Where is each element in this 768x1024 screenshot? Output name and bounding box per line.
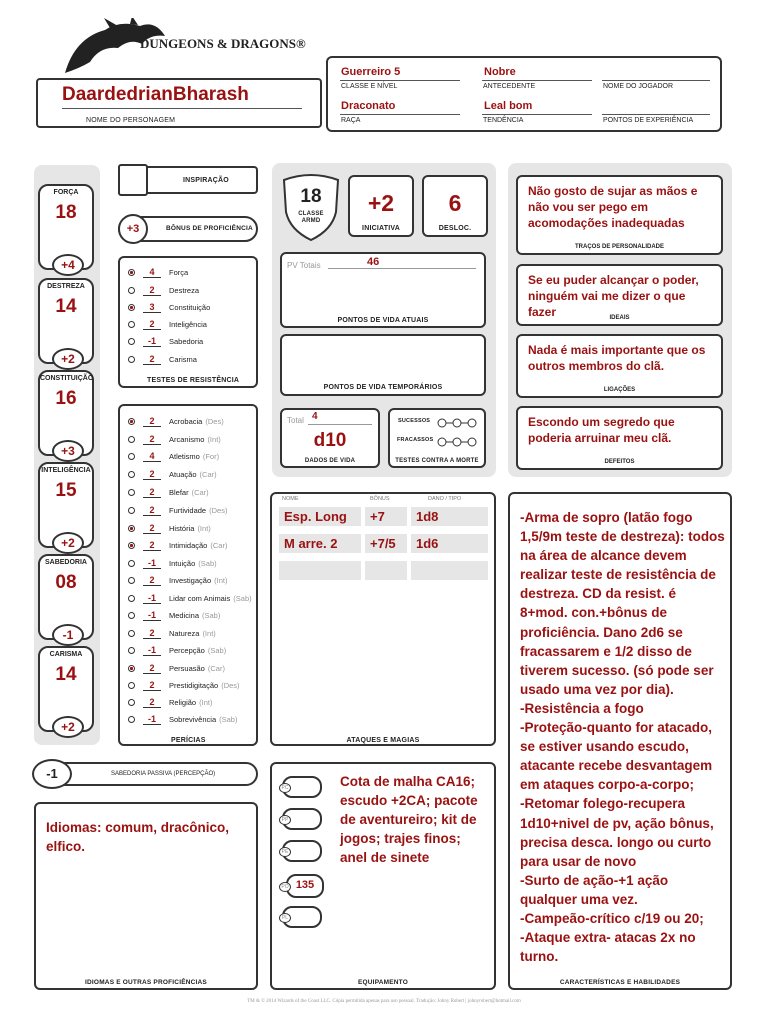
skill-attr: (Int)	[197, 523, 211, 533]
skill-row[interactable]	[128, 694, 212, 710]
proficiency-dot[interactable]	[128, 356, 135, 363]
ability-dexterity[interactable]	[38, 278, 94, 364]
skill-name: Acrobacia	[169, 416, 203, 426]
attack-damage[interactable]: 1d8	[411, 507, 488, 526]
hp-max-label: PV Totais	[287, 261, 321, 270]
hp-max-value[interactable]: 46	[367, 256, 380, 268]
hit-dice-total-label: Total	[287, 416, 304, 425]
personality-box[interactable]	[516, 175, 723, 255]
dragon-logo	[60, 18, 330, 78]
proficiency-dot[interactable]	[128, 338, 135, 345]
skill-row[interactable]	[128, 484, 209, 500]
skill-name: Lidar com Animais	[169, 593, 231, 603]
proficiency-dot[interactable]	[128, 630, 135, 637]
save-value: 2	[143, 319, 161, 330]
inspiration-check[interactable]	[118, 164, 148, 196]
skill-value: 4	[143, 451, 161, 462]
ability-score: 18	[55, 202, 77, 223]
proficiency-dot[interactable]	[128, 595, 135, 602]
death-success-label: SUCESSOS	[398, 418, 431, 424]
skill-row[interactable]	[128, 520, 211, 536]
attack-col-name: NOME	[282, 496, 299, 502]
save-value: 2	[143, 354, 161, 365]
skill-row[interactable]	[128, 711, 237, 727]
skill-value: 2	[143, 697, 161, 708]
proficiency-dot[interactable]	[128, 471, 135, 478]
skill-attr: (Sab)	[233, 593, 252, 603]
ability-intelligence[interactable]	[38, 462, 94, 548]
skill-value: 2	[143, 628, 161, 639]
death-success-circles[interactable]	[436, 415, 478, 425]
ability-modifier: +2	[52, 532, 84, 554]
ability-modifier: +2	[52, 348, 84, 370]
languages-label: IDIOMAS E OUTRAS PROFICIÊNCIAS	[85, 979, 207, 986]
skill-value: 2	[143, 575, 161, 586]
initiative-label: INICIATIVA	[362, 225, 400, 232]
ability-charisma[interactable]	[38, 646, 94, 732]
saving-throws-label: TESTES DE RESISTÊNCIA	[147, 377, 240, 384]
skill-value: 2	[143, 469, 161, 480]
proficiency-dot[interactable]	[128, 682, 135, 689]
background-label: ANTECEDENTE	[483, 83, 536, 90]
skill-attr: (Des)	[205, 416, 224, 426]
proficiency-label: BÔNUS DE PROFICIÊNCIA	[166, 225, 253, 232]
skill-name: Furtividade	[169, 505, 207, 515]
save-row-int[interactable]	[128, 316, 207, 333]
skill-value: 2	[143, 505, 161, 516]
attack-name[interactable]	[279, 561, 361, 580]
passive-value[interactable]: -1	[32, 759, 72, 789]
proficiency-dot[interactable]	[128, 507, 135, 514]
personality-label: TRAÇOS DE PERSONALIDADE	[574, 244, 664, 250]
personality-text: Não gosto de sujar as mãos e não vou ser pego em acomodações inadequadas	[528, 184, 698, 230]
features-text: -Arma de sopro (latão fogo 1,5/9m teste de destreza): todos na área de alcance devem realizar teste de resistência de destreza. CD da resist. é 8+mod. con.+bônus de proficiência. Dano 2d6 se fracassarem e 1/2 disso de tiverem sucesso. (só pode ser usado uma vez por dia). -Resistência a fogo -Proteção-quanto for atacado, se estiver usando escudo, atacante recebe desvantagem em ataques corpo-a-corpo; -Retomar folego-recupera 1d10+nivel de pv, ação bônus, precisa desca. longo ou curto para usar de novo -Surto de ação-+1 ação qualquer uma vez. -Campeão-crítico c/19 ou 20; -Ataque extra- atacas 2x no turno.	[520, 510, 725, 965]
background-value[interactable]: Nobre	[484, 66, 516, 78]
skill-name: Prestidigitação	[169, 680, 219, 690]
skill-attr: (Des)	[209, 505, 228, 515]
ability-modifier: +4	[52, 254, 84, 276]
class-level-value[interactable]: Guerreiro 5	[341, 66, 401, 78]
attacks-label: ATAQUES E MAGIAS	[346, 737, 420, 744]
proficiency-dot[interactable]	[128, 489, 135, 496]
skill-attr: (Car)	[210, 540, 228, 550]
proficiency-dot[interactable]	[128, 287, 135, 294]
ability-label: DESTREZA	[47, 283, 85, 290]
ability-label: FORÇA	[53, 189, 79, 196]
hit-dice-value: d10	[313, 430, 347, 451]
armor-class-value: 18	[300, 186, 322, 207]
speed-label: DESLOC.	[438, 225, 472, 232]
save-value: 3	[143, 302, 161, 313]
features-label: CARACTERÍSTICAS E HABILIDADES	[559, 979, 681, 986]
skill-value: 2	[143, 487, 161, 498]
proficiency-value[interactable]: +3	[118, 214, 148, 244]
skill-value: 2	[143, 663, 161, 674]
save-name: Sabedoria	[169, 337, 204, 346]
skill-row[interactable]	[128, 413, 224, 429]
death-fail-circles[interactable]	[436, 434, 478, 444]
proficiency-dot[interactable]	[128, 542, 135, 549]
ability-label: SABEDORIA	[44, 559, 87, 566]
ability-score: 15	[55, 480, 77, 501]
proficiency-dot[interactable]	[128, 665, 135, 672]
save-row-cha[interactable]	[128, 351, 197, 368]
skill-name: Arcanismo	[169, 434, 205, 444]
proficiency-dot[interactable]	[128, 716, 135, 723]
skill-row[interactable]	[128, 466, 217, 482]
proficiency-dot[interactable]	[128, 304, 135, 311]
skill-value: -1	[143, 593, 161, 604]
skill-row[interactable]	[128, 642, 226, 658]
death-saves-label: TESTES CONTRA A MORTE	[395, 458, 479, 464]
skill-row[interactable]	[128, 502, 227, 518]
skill-row[interactable]	[128, 537, 227, 553]
proficiency-dot[interactable]	[128, 321, 135, 328]
ability-label: INTELIGÊNCIA	[41, 467, 91, 474]
skill-attr: (Car)	[207, 663, 225, 673]
skill-value: -1	[143, 558, 161, 569]
skill-attr: (Car)	[199, 469, 217, 479]
skill-row[interactable]	[128, 555, 217, 571]
skill-name: Atletismo	[169, 451, 200, 461]
death-fail-label: FRACASSOS	[397, 437, 434, 443]
ability-label: CONSTITUIÇÃO	[40, 375, 94, 382]
speed-value: 6	[448, 190, 462, 216]
hp-temp-label: PONTOS DE VIDA TEMPORÁRIOS	[323, 384, 443, 391]
coin-gp[interactable]	[281, 874, 324, 898]
proficiency-dot[interactable]	[128, 525, 135, 532]
logo-text: DUNGEONS & DRAGONS®	[140, 36, 306, 51]
attack-bonus[interactable]: +7	[365, 507, 407, 526]
flaws-text: Escondo um segredo que poderia arruinar meu clã.	[528, 415, 675, 445]
skill-value: -1	[143, 610, 161, 621]
proficiency-dot[interactable]	[128, 453, 135, 460]
coin-cp[interactable]	[282, 776, 322, 798]
attack-name[interactable]: M arre. 2	[279, 534, 361, 553]
coin-pp[interactable]	[282, 906, 322, 928]
skill-name: Percepção	[169, 645, 205, 655]
skill-row[interactable]	[128, 431, 221, 447]
ability-strength[interactable]	[38, 184, 94, 270]
skill-attr: (Des)	[221, 680, 240, 690]
hp-current-label: PONTOS DE VIDA ATUAIS	[337, 317, 429, 324]
flaws-box[interactable]	[516, 406, 723, 470]
ability-score: 16	[55, 388, 77, 409]
skill-attr: (Int)	[202, 628, 216, 638]
alignment-value[interactable]: Leal bom	[484, 100, 533, 112]
ideals-text: Se eu puder alcançar o poder, ninguém vai me dizer o que fazer	[528, 273, 699, 319]
proficiency-dot[interactable]	[128, 418, 135, 425]
bonds-label: LIGAÇÕES	[603, 387, 636, 393]
coin-value: 135	[295, 879, 315, 891]
skill-attr: (Int)	[199, 697, 213, 707]
ability-wisdom[interactable]	[38, 554, 94, 640]
skill-attr: (Sab)	[202, 610, 221, 620]
coin-ep[interactable]	[282, 840, 322, 862]
ability-modifier: +3	[52, 440, 84, 462]
skill-row[interactable]	[128, 625, 216, 641]
character-name-label: NOME DO PERSONAGEM	[86, 117, 176, 124]
save-value: -1	[143, 336, 161, 347]
equipment-label: EQUIPAMENTO	[358, 979, 408, 986]
skill-name: Investigação	[169, 575, 212, 585]
proficiency-dot[interactable]	[128, 436, 135, 443]
attacks-box	[270, 492, 496, 746]
coin-label: PE	[279, 847, 291, 857]
skill-row[interactable]	[128, 572, 227, 588]
race-label: RAÇA	[341, 117, 361, 124]
skill-row[interactable]	[128, 448, 219, 464]
skill-name: Atuação	[169, 469, 197, 479]
skill-attr: (Sab)	[219, 714, 238, 724]
save-name: Inteligência	[169, 320, 207, 329]
coin-label: PL	[279, 913, 291, 923]
ability-score: 14	[55, 664, 77, 685]
skill-attr: (Sab)	[207, 645, 227, 655]
equipment-text: Cota de malha CA16; escudo +2CA; pacote de aventureiro; kit de jogos; trajes finos; anel de sinete	[340, 774, 478, 865]
attack-bonus[interactable]	[365, 561, 407, 580]
race-value[interactable]: Draconato	[341, 100, 396, 112]
skill-name: Blefar	[169, 487, 189, 497]
ability-score: 14	[55, 296, 77, 317]
skill-name: Intuição	[169, 558, 196, 568]
initiative-value: +2	[367, 190, 395, 216]
skill-name: Intimidação	[169, 540, 208, 550]
skill-row[interactable]	[128, 607, 220, 623]
flaws-label: DEFEITOS	[604, 459, 635, 465]
skill-row[interactable]	[128, 660, 225, 676]
skill-attr: (Int)	[214, 575, 228, 585]
alignment-label: TENDÊNCIA	[483, 117, 524, 124]
footer-copyright: TM & © 2014 Wizards of the Coast LLC. Cópia permitida apenas para uso pessoal. Tradução: Johny Robert | johnyrobert@hotmail.com	[247, 999, 521, 1004]
skill-value: -1	[143, 714, 161, 725]
save-name: Força	[169, 268, 189, 277]
proficiency-dot[interactable]	[128, 612, 135, 619]
skill-attr: (Sab)	[198, 558, 217, 568]
skill-value: 2	[143, 680, 161, 691]
save-value: 4	[143, 267, 161, 278]
bonds-text: Nada é mais importante que os outros membros do clã.	[528, 343, 706, 373]
inspiration-label: INSPIRAÇÃO	[183, 177, 229, 184]
ideals-box[interactable]	[516, 264, 723, 326]
skill-value: 2	[143, 434, 161, 445]
attack-name[interactable]: Esp. Long	[279, 507, 361, 526]
skill-name: Medicina	[169, 610, 200, 620]
skill-attr: (Int)	[207, 434, 221, 444]
skill-value: 2	[143, 416, 161, 427]
save-value: 2	[143, 285, 161, 296]
skill-value: 2	[143, 523, 161, 534]
attack-col-bonus: BÔNUS	[370, 496, 390, 502]
skill-name: Religião	[169, 697, 197, 707]
skill-row[interactable]	[128, 590, 252, 606]
xp-label: PONTOS DE EXPERIÊNCIA	[603, 117, 694, 124]
save-row-dex[interactable]	[128, 282, 199, 299]
passive-label: SABEDORIA PASSIVA (PERCEPÇÃO)	[111, 771, 216, 777]
skill-attr: (Car)	[191, 487, 209, 497]
coin-sp[interactable]	[282, 808, 322, 830]
ability-label: CARISMA	[49, 651, 83, 658]
bonds-box[interactable]	[516, 334, 723, 398]
save-name: Constituição	[169, 303, 211, 312]
ability-modifier: -1	[52, 624, 84, 646]
skill-name: Persuasão	[169, 663, 205, 673]
languages-text: Idiomas: comum, dracônico, elfico.	[46, 820, 230, 854]
skill-value: 2	[143, 540, 161, 551]
armor-class-label: CLASSE ARMD	[298, 211, 324, 224]
skill-name: Sobrevivência	[169, 714, 217, 724]
skills-label: PERÍCIAS	[171, 737, 206, 744]
ability-modifier: +2	[52, 716, 84, 738]
skill-attr: (For)	[202, 451, 220, 461]
ability-score: 08	[55, 572, 77, 593]
attack-col-damage: DANO / TIPO	[428, 496, 462, 502]
save-name: Carisma	[169, 355, 197, 364]
attack-bonus[interactable]: +7/5	[365, 534, 407, 553]
ability-constitution[interactable]	[38, 370, 94, 456]
proficiency-dot[interactable]	[128, 647, 135, 654]
attack-damage[interactable]: 1d6	[411, 534, 488, 553]
ideals-label: IDEAIS	[609, 315, 630, 321]
save-name: Destreza	[169, 286, 200, 295]
hit-dice-label: DADOS DE VIDA	[304, 458, 356, 464]
skill-row[interactable]	[128, 677, 240, 693]
coin-label: PC	[279, 783, 291, 793]
proficiency-dot[interactable]	[128, 577, 135, 584]
attack-damage[interactable]	[411, 561, 488, 580]
proficiency-dot[interactable]	[128, 699, 135, 706]
proficiency-dot[interactable]	[128, 269, 135, 276]
proficiency-dot[interactable]	[128, 560, 135, 567]
save-row-con[interactable]	[128, 299, 210, 316]
coin-label: PP	[279, 815, 291, 825]
coin-label: PO	[279, 882, 291, 892]
character-name[interactable]: DaardedrianBharash	[62, 84, 249, 105]
save-row-wis[interactable]	[128, 333, 203, 350]
skill-name: Natureza	[169, 628, 200, 638]
player-name-label: NOME DO JOGADOR	[603, 83, 674, 90]
save-row-str[interactable]	[128, 264, 188, 281]
skill-value: -1	[143, 645, 161, 656]
class-level-label: CLASSE E NÍVEL	[341, 83, 398, 90]
hit-dice-total-value[interactable]: 4	[312, 411, 318, 422]
skill-name: História	[169, 523, 195, 533]
